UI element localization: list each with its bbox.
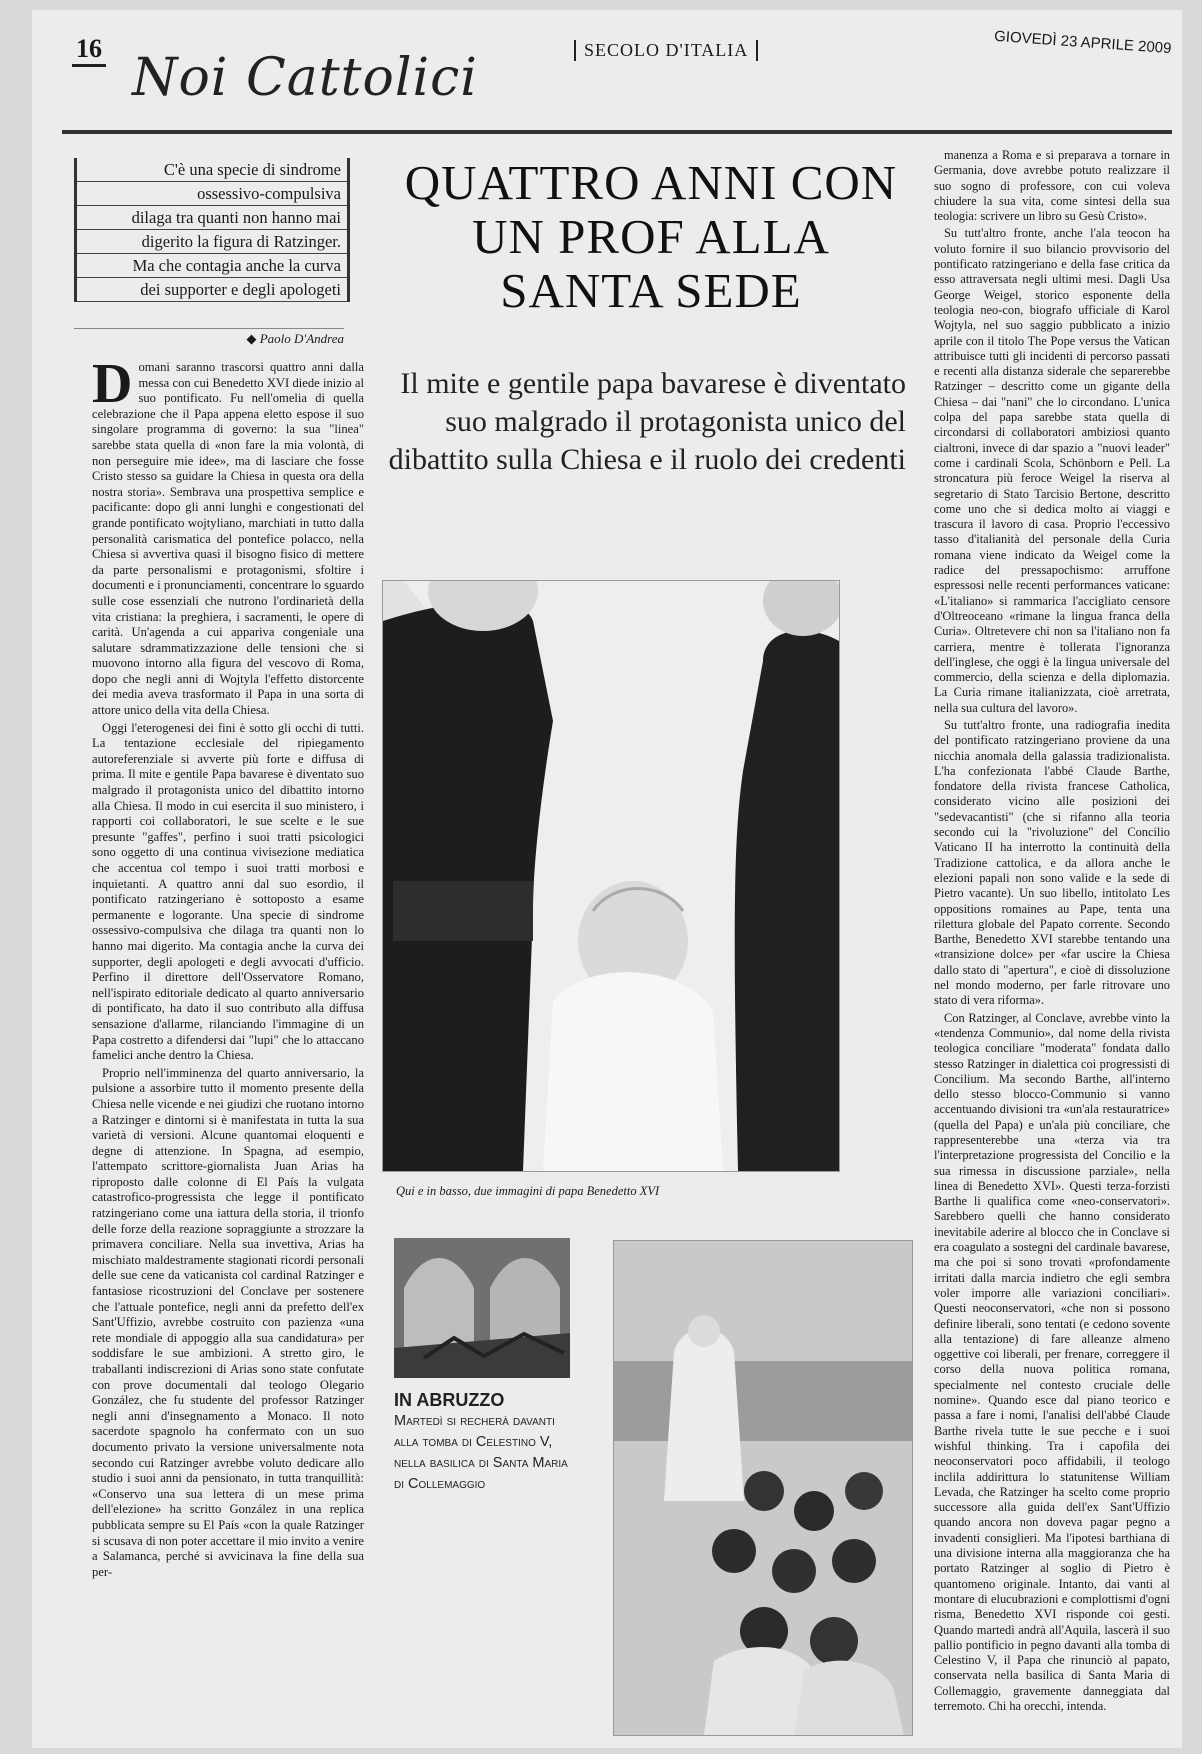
paragraph (92, 360, 364, 719)
photo-illustration-children (614, 1241, 912, 1735)
paragraph: Oggi l'eterogenesi dei fini è sotto gli occhi di tutti. La tentazione ecclesiale del ripiegamento autoreferenziale si avverte più forte e diffusa di prima. Il mite e gentile Papa bavarese è diventato suo malgrado il protagonista unico del dibattito intorno alla Chiesa. Il modo in cui esercita il suo ministero, i rapporti coi collaboratori, le sue scelte e le sue presunte "gaffes", perfino i suoi tratti psicologici sono oggetto di una continua vivisezione mediatica che accentua col tempo i suoi tratti morbosi e inquietanti. A quattro anni dal suo esordio, il pontificato ratzingeriano è sottoposto a esame permanente e logorante. Una specie di sindrome ossessivo-compulsiva che dilaga tra quanti non lo hanno mai digerito. Ma contagia anche la curva dei supporter, degli apologeti e degli avvocati d'ufficio. Perfino il direttore dell'Osservatore Romano, nell'ispirato editoriale dedicato al quarto anniversario di pontificato, ha dato il suo contributo alla diffusa sensazione d'allarme, rilanciando l'immagine di un Papa costretto a difendersi dai "lupi" che lo attaccano famelici anche dentro la Chiesa. (92, 720, 364, 1063)
paragraph: Con Ratzinger, al Conclave, avrebbe vinto la «tendenza Communio», dal nome della rivista teologica conciliare "moderata" fondata dallo stesso Ratzinger in dialettica coi progressisti di Concilium. Ma secondo Barthe, all'interno dello stesso blocco-Communio si vanno accentuando divisioni tra «un'ala restauratrice» (quella del Papa) e un'ala più conciliare, che rappresenterebbe una «terza via tra l'interpretazione progressista del Concilio e la sua rimessa in discussione parziale», nella linea di Benedetto XVI». Questi terza-forzisti Barthe li qualifica come «neo-conservatori». Sarebbero quelli che hanno considerato inevitabile aderire al blocco che in Conclave si era coagulato a sostegni del cardinale bavarese, ma che poi si sono trovati «profondamente irritati dalla marcia indietro che egli sembra voler imporre alle variazioni conciliari». Questi neoconservatori, «che non si possono definire liberali, sono tentati (e cedono sovente alla tentazione) di fare alleanze almeno oggettive coi liberali, per frenare, correggere il corso della nuova politica romana, specialmente nel contesto cruciale delle nomine». Quando esce dal piano teorico e passa a fare i nomi, l'analisi dell'abbé Claude Barthe rivela tutte le sue pecche e i suoi wishful thinking. Tra i capofila dei neoconservatori poco affidabili, il teologo inclila addirittura lo statunitense William Levada, che Ratzinger ha scelto come proprio successore alla guida dell'ex Sant'Uffizio quando ancora non doveva pagar pegno a invadenti consiglieri. Ma l'ipotesi barthiana di una divisione interna alla maggioranza che ha portato Ratzinger al soglio di Pietro è quantomeno originale. Intanto, dai vanti al montare di elucubrazioni e complottismi d'ogni risma, Benedetto XVI risponde coi gesti. Quando martedì andrà all'Aquila, lascerà il suo pallio pontificio in pegno davanti alla tomba di Celestino V, il Papa che rinunciò al papato, conservata nella basilica di Santa Maria di Collemaggio, gravemente danneggiata dal terremoto. Chi ha orecchi, intenda. (934, 1010, 1170, 1713)
photo-caption: Qui e in basso, due immagini di papa Benedetto XVI (396, 1184, 660, 1198)
paragraph: Su tutt'altro fronte, anche l'ala teocon ha voluto fornire il suo bilancio provvisorio del pontificato ratzingeriano e della fase critica da esso attraversata negli ultimi mesi. Dagli Usa George Weigel, storico esponente della teologia neo-con, biografo ufficiale di Karol Wojtyla, nel suo saggio pubblicato a inizio aprile con il titolo The Pope versus the Vatican attribuisce tutti gli incidenti di percorso passati e recenti alla distanza siderale che separerebbe Ratzinger – descritto come un gigante della Chiesa – dai "nani" che lo circondano. L'unica colpa del papa sarebbe stata quella di circondarsi di collaboratori ambiziosi quanto cialtroni, invece di dar spazio a "nuovi leader" come i cardinali Scola, Schönborn e Pell. La stroncatura più feroce Weigel la riserva al segretario di Stato Tarcisio Bertone, descritto come uno che si dedica molto ai viaggi e trascura il lavoro di casa. Proprio l'eccessivo tasso d'italianità del personale della Curia romana viene indicato da Weigel come la radice del pressapochismo: arruffone espressosi nelle recenti performances vaticane: «L'italiano» si rammarica l'accigliato censore d'Oltreoceano «rimane la lingua franca della Curia». Oltretevere chi non sa l'italiano non fa carriera, mentre è tollerata l'ignoranza dell'inglese, che oggi è la lingua universale del commercio, della scienza e della diplomazia. La Curia rimane italianizzata, cioè arretrata, nella sua cultura del lavoro». (934, 226, 1170, 715)
article-column-3 (934, 148, 1170, 1738)
photo-pope-with-priests (382, 580, 840, 1172)
photo-illustration (383, 581, 839, 1171)
section-title: Noi Cattolici (132, 48, 478, 108)
subheadline: Il mite e gentile papa bavarese è diventato suo malgrado il protagonista unico del dibattito sulla Chiesa e il ruolo dei credenti (388, 367, 906, 476)
author-name: Paolo D'Andrea (259, 331, 344, 346)
paragraph: Proprio nell'imminenza del quarto anniversario, la pulsione a assorbire tutto il momento presente della Chiesa nelle vicende e nei giudizi che ruotano intorno a Ratzinger e dintorni si è manifestata in tutta la sua varietà di versioni. Alcune quantomai eloquenti e degne di attenzione. In Spagna, ad esempio, l'attempato scrittore-giornalista Juan Arias ha riproposto dalle colonne di El País la vulgata catastrofico-progressista che legge il pontificato ratzingeriano come una iattura della storia, il trionfo delle forze della reazione sopraggiunte a strozzare la primavera conciliare. Nella sua invettiva, Arias ha mischiato maldestramente stagionati ricordi personali delle sue cene da vaticanista col cardinal Ratzinger e fantasiose ricostruzioni del Conclave per sostenere che l'attuale pontefice, negli anni da prefetto dell'ex Sant'Uffizio, avrebbe costruito con pazienza «una rete mondiale di appoggio alla sua candidatura» per soddisfare le sue ambizioni. A stretto giro, le traballanti indiscrezioni di Arias sono state confutate con prove documentali dal teologo Olegario González, che fu studente del professor Ratzinger negli anni d'insegnamento a Monaco. Il noto sacerdote spagnolo ha confermato con un suo documento privato la versione universalmente nota secondo cui Ratzinger avrebbe voluto dedicare allo studio i suoi anni da pensionato, in tutta tranquillità: «Conservo una sua lettera di un mese prima dell'elezione» ha scritto González in una replica pubblicata sempre su El País «con la quale Ratzinger si scusava di non poter accettare il mio invito a venire a Salamanca, perché si avvicinava la fine della sua per- (92, 1065, 364, 1579)
box-kicker: IN ABRUZZO (394, 1390, 505, 1410)
box-text: Martedì si recherà davanti alla tomba di Celestino V, nella basilica di Santa Maria di Collemaggio (394, 1413, 568, 1492)
headline: QUATTRO ANNI CON UN PROF ALLA SANTA SEDE (404, 155, 898, 318)
page-header (62, 24, 1172, 124)
photo-pope-with-children (613, 1240, 913, 1736)
photo-damaged-basilica (394, 1238, 570, 1378)
sidebar-box-abruzzo (394, 1238, 570, 1518)
newspaper-page (32, 10, 1182, 1748)
newspaper-name: SECOLO D'ITALIA (574, 40, 758, 61)
standfirst-line: C'è una specie di sindrome (77, 158, 347, 182)
basilica-illustration (394, 1238, 570, 1378)
byline: ◆ Paolo D'Andrea (74, 328, 344, 347)
standfirst-line: dilaga tra quanti non hanno mai (77, 206, 347, 230)
issue-date: GIOVEDÌ 23 APRILE 2009 (994, 27, 1173, 58)
standfirst-line: digerito la figura di Ratzinger. (77, 230, 347, 254)
paragraph: Su tutt'altro fronte, una radiografia inedita del pontificato ratzingeriano proviene da una nicchia anomala della galassia tradizionalista. L'ha confezionata l'abbé Claude Barthe, fondatore della rivista francese Catholica, considerato vicino alle posizioni dei "sedevacantisti" (che si rifanno alla teoria secondo cui la "rivoluzione" del Concilio Vaticano II ha interrotto la continuità della Tradizione cattolica, e da allora anche le elezioni papali non sono valide e la sede di Pietro vacante). Un suo libello, intitolato Les oppositions romaines au Pape, tenta una rilettura globale del Papato corrente. Secondo Barthe, Benedetto XVI starebbe tentando una «transizione dolce» per «far uscire la Chiesa dallo stato di "apertura", e cioè di dissoluzione nel mondo moderno, per farle ritrovare uno stato di vera riforma». (934, 717, 1170, 1008)
standfirst (74, 158, 350, 302)
page-number: 16 (72, 34, 106, 67)
standfirst-line: Ma che contagia anche la curva (77, 254, 347, 278)
header-rule (62, 130, 1172, 134)
standfirst-line: dei supporter e degli apologeti (77, 278, 347, 302)
drop-cap: D (92, 360, 133, 415)
article-column-1 (92, 360, 364, 1740)
paragraph-text: omani saranno trascorsi quattro anni dalla messa con cui Benedetto XVI diede inizio al suo pontificato. Fu nell'omelia di quella celebrazione che il Papa appena eletto espose il suo singolare programma di governo: la sua "linea" sarebbe stata quella di «non fare la mia volontà, di non perseguire mie idee», ma di lasciare che fosse Cristo stesso sa guidare la Chiesa in questa ora della nostra storia». Sembrava una prospettiva semplice e pacificante: dopo gli anni lunghi e congestionati del grande pontificato wojtyliano, marchiati in tutto dalla personalità carismatica del pontefice polacco, nella Chiesa si avvertiva quasi il bisogno fisico di mettere da parte personalismi e protagonismi, sfoltire i documenti e i pronunciamenti, concentrare lo sguardo sulle cose essenziali che nutrono l'ordinarietà della vita cristiana: la preghiera, i sacramenti, le opere di carità. Un'agenda a cui appariva congeniale una salutare sdrammatizzazione delle tensioni che si muovono intorno alla figura del vescovo di Roma, dopo che negli anni di Wojtyla l'effetto distorcente dei media aveva trasformato il Papa in una sorta di attore unico della vita della Chiesa. (92, 360, 364, 718)
paragraph: manenza a Roma e si preparava a tornare in Germania, dove avrebbe potuto realizzare il suo sogno di professore, con cui voleva chiudere la sua vita, come sintesi della sua teologia: scrivere un libro su Gesù Cristo». (934, 148, 1170, 224)
standfirst-line: ossessivo-compulsiva (77, 182, 347, 206)
